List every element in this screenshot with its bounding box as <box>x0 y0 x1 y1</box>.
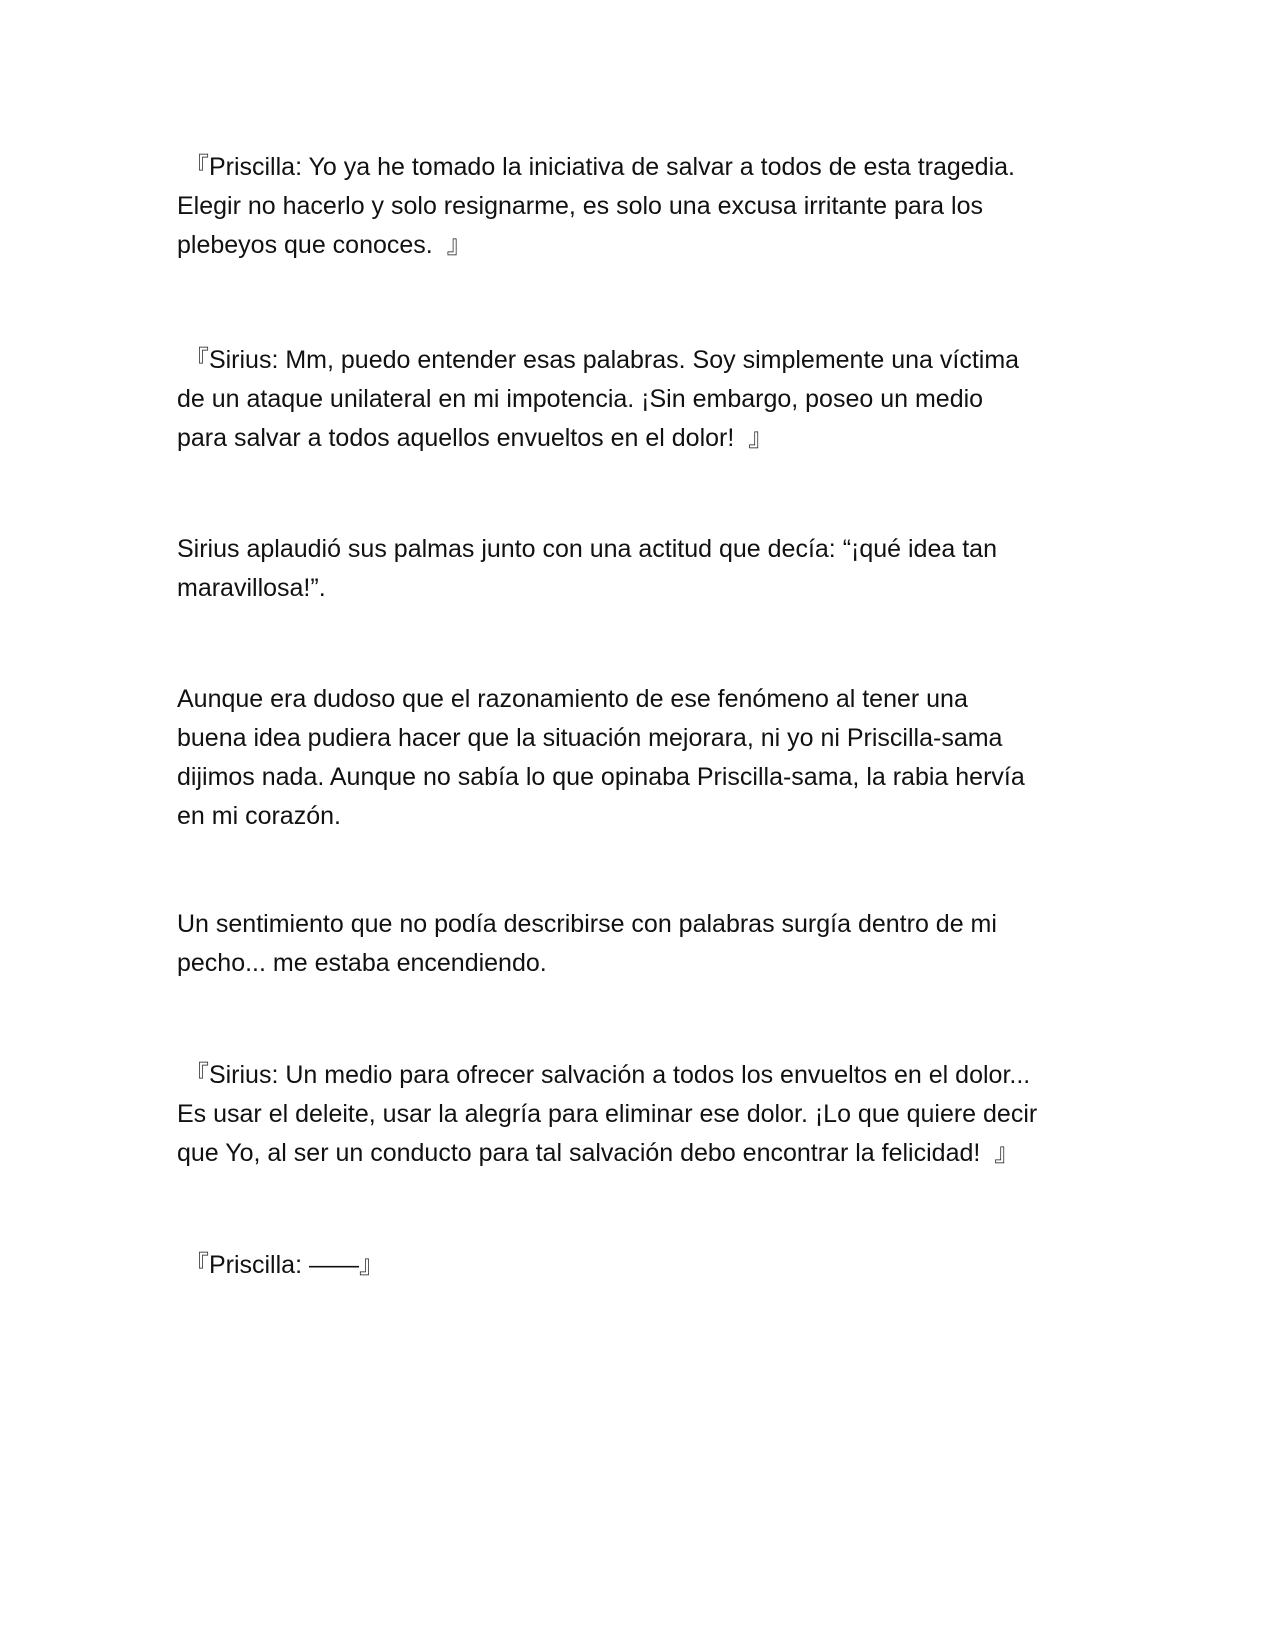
paragraph-priscilla-dialogue-1: 『Priscilla: Yo ya he tomado la iniciativa de salvar a todos de esta tragedia. Elegir no hacerlo y solo resignarme, es solo una excusa irritante para los plebeyos que conoces. 』 <box>177 153 1015 259</box>
paragraph-sirius-dialogue-1: 『Sirius: Mm, puedo entender esas palabras. Soy simplemente una víctima de un ataque unilateral en mi impotencia. ¡Sin embargo, poseo un medio para salvar a todos aquellos envueltos en el dolor! 』 <box>177 346 1020 452</box>
paragraph-priscilla-dialogue-2: 『Priscilla: ——』 <box>177 1251 384 1279</box>
paragraph-narration-applause: Sirius aplaudió sus palmas junto con una actitud que decía: “¡qué idea tan maravillosa!”. <box>177 535 997 602</box>
paragraph-sirius-dialogue-2: 『Sirius: Un medio para ofrecer salvación a todos los envueltos en el dolor... Es usar el deleite, usar la alegría para eliminar ese dolor. ¡Lo que quiere decir que Yo, al ser un conducto para tal salvación debo encontrar la felicidad! 』 <box>177 1061 1038 1167</box>
paragraph-narration-reasoning: Aunque era dudoso que el razonamiento de ese fenómeno al tener una buena idea pudiera hacer que la situación mejorara, ni yo ni Priscilla-sama dijimos nada. Aunque no sabía lo que opinaba Priscilla-sama, la rabia hervía en mi corazón. <box>177 685 1025 830</box>
paragraph-narration-feeling: Un sentimiento que no podía describirse con palabras surgía dentro de mi pecho... me estaba encendiendo. <box>177 910 997 977</box>
